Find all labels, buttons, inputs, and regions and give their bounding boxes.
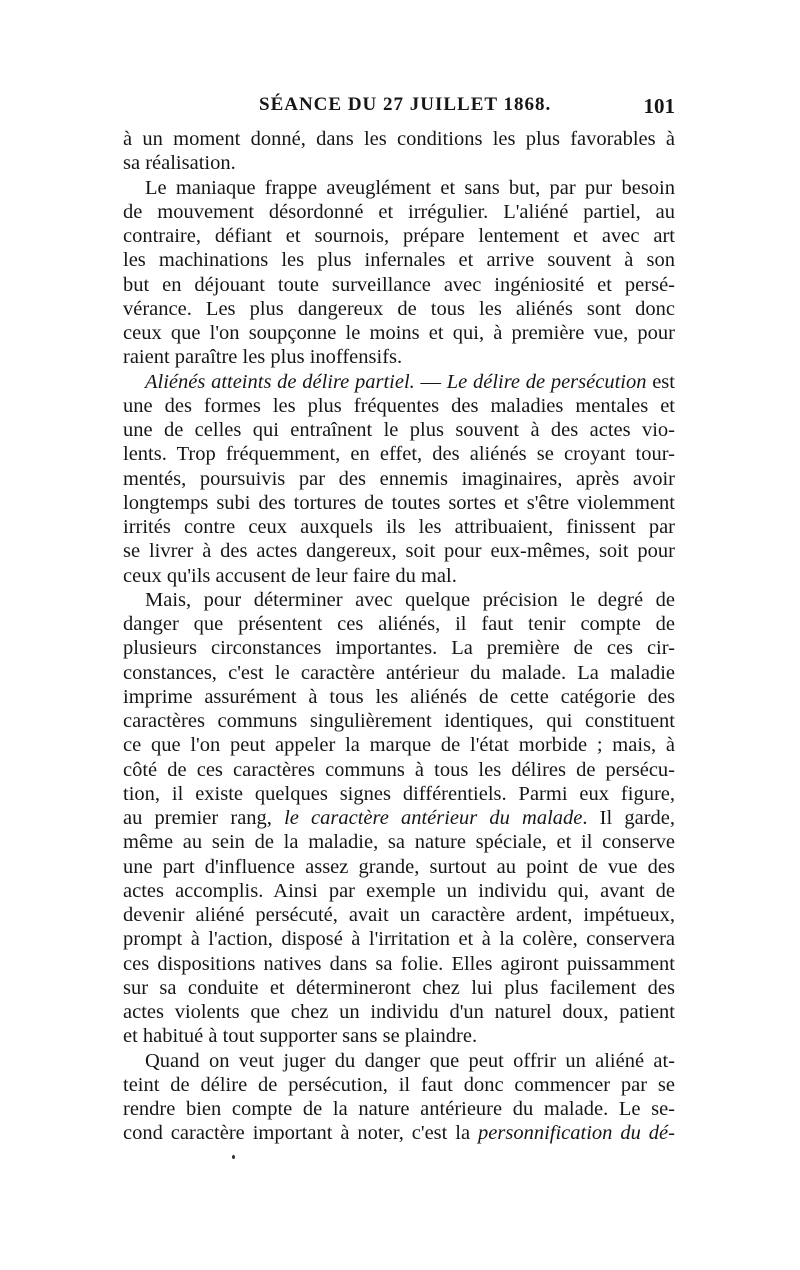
text-line: de mouvement désordonné et irrégulier. L'aliéné partiel, au: [123, 200, 675, 223]
text-line: prompt à l'action, disposé à l'irritation et à la colère, conservera: [123, 928, 675, 951]
text-line: Le maniaque frappe aveuglément et sans but, par pur besoin: [145, 176, 675, 199]
text-line: sur sa conduite et détermineront chez lui plus facilement des: [123, 976, 675, 999]
text-line: constances, c'est le caractère antérieur du malade. La maladie: [123, 661, 675, 684]
text-line: même au sein de la maladie, sa nature spéciale, et il conserve: [123, 831, 675, 854]
text-line: côté de ces caractères communs à tous les délires de persécu-: [123, 758, 675, 781]
body-text: [123, 127, 675, 1146]
text-line-emphasis: [123, 806, 675, 830]
section-heading: Aliénés atteints de délire partiel.: [145, 370, 415, 393]
text-line: une des formes les plus fréquentes des maladies mentales et: [123, 394, 675, 417]
text-segment: au premier rang,: [123, 807, 285, 829]
text-segment: cond caractère important à noter, c'est la: [123, 1122, 479, 1145]
text-line: à un moment donné, dans les conditions les plus favorables à: [123, 128, 675, 150]
ink-speck: [232, 1155, 235, 1159]
text-line: longtemps subi des tortures de toutes sortes et s'être violemment: [123, 491, 675, 514]
text-line: rendre bien compte de la nature antérieure du malade. Le se-: [123, 1098, 675, 1120]
text-line: ce que l'on peut appeler la marque de l'état morbide ; mais, à: [123, 734, 675, 757]
text-line: lents. Trop fréquemment, en effet, des aliénés se croyant tour-: [123, 443, 675, 466]
text-line: actes accomplis. Ainsi par exemple un individu qui, avant de: [123, 879, 675, 902]
text-line: ces dispositions natives dans sa folie. Elles agiront puissamment: [123, 952, 675, 975]
text-line: ceux que l'on soupçonne le moins et qui, à première vue, pour: [123, 322, 675, 344]
heading-dash: —: [414, 370, 447, 393]
emphasis-text: personnification du dé-: [478, 1122, 675, 1145]
text-line: devenir aliéné persécuté, avait un caractère ardent, impétueux,: [123, 904, 675, 926]
text-line: imprime assurément à tous les aliénés de cette catégorie des: [123, 685, 675, 708]
text-line: Mais, pour déterminer avec quelque précision le degré de: [145, 588, 675, 611]
text-line: une part d'influence assez grande, surtout au point de vue des: [123, 855, 675, 878]
text-line: plusieurs circonstances importantes. La première de ces cir-: [123, 637, 675, 660]
emphasis-text: le caractère antérieur du malade: [284, 807, 583, 829]
heading-tail: est: [646, 370, 675, 393]
section-heading-line: [123, 370, 675, 394]
text-line: raient paraître les plus inoffensifs.: [123, 346, 403, 369]
text-line: sa réalisation.: [123, 152, 236, 175]
text-line-emphasis: [123, 1121, 675, 1145]
text-line: mentés, poursuivis par des ennemis imaginaires, après avoir: [123, 467, 675, 490]
text-line: but en déjouant toute surveillance avec ingéniosité et persé-: [123, 273, 675, 296]
text-line: actes violents que chez un individu d'un naturel doux, patient: [123, 1001, 675, 1023]
text-line: danger que présentent ces aliénés, il faut tenir compte de: [123, 613, 675, 635]
text-line: contraire, défiant et sournois, prépare lentement et avec art: [123, 225, 675, 247]
text-line: caractères communs singulièrement identiques, qui constituent: [123, 710, 675, 732]
running-head: [123, 94, 675, 124]
text-line: Quand on veut juger du danger que peut offrir un aliéné at-: [145, 1049, 675, 1072]
text-line: et habitué à tout supporter sans se plaindre.: [123, 1025, 478, 1048]
text-line: vérance. Les plus dangereux de tous les aliénés sont donc: [123, 297, 675, 320]
running-head-title: SÉANCE DU 27 JUILLET 1868.: [259, 94, 552, 115]
section-subject: Le délire de persécution: [446, 370, 647, 393]
page-number: 101: [643, 94, 675, 118]
text-line: une de celles qui entraînent le plus souvent à des actes vio-: [123, 419, 675, 441]
text-segment: . Il garde,: [582, 807, 675, 829]
text-line: les machinations les plus infernales et arrive souvent à son: [123, 249, 675, 272]
text-line: se livrer à des actes dangereux, soit pour eux-mêmes, soit pour: [123, 540, 675, 563]
text-line: teint de délire de persécution, il faut donc commencer par se: [123, 1073, 675, 1096]
text-line: tion, il existe quelques signes différentiels. Parmi eux figure,: [123, 782, 675, 805]
text-line: irrités contre ceux auxquels ils les attribuaient, finissent par: [123, 516, 675, 538]
text-line: ceux qu'ils accusent de leur faire du mal.: [123, 564, 457, 587]
